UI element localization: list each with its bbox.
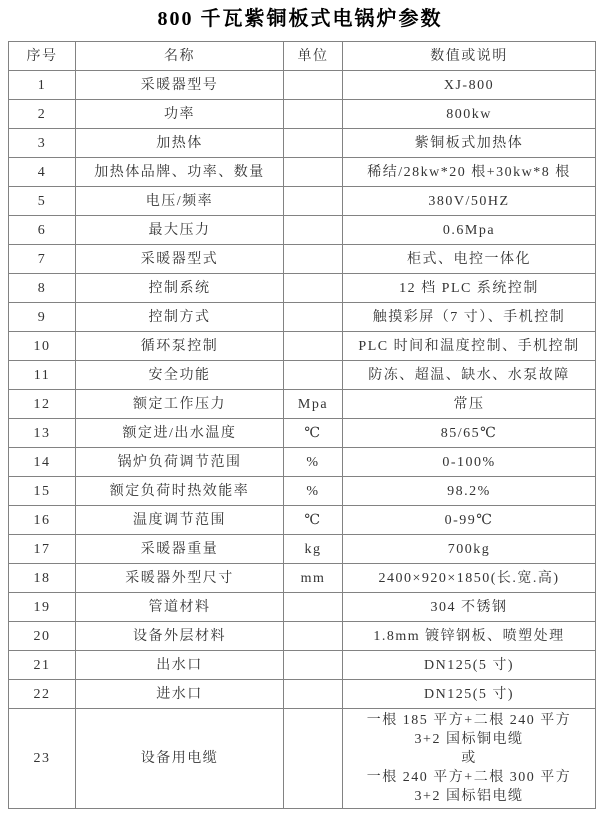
name-cell: 管道材料 [76,593,284,622]
unit-cell [284,622,343,651]
name-cell: 安全功能 [76,361,284,390]
value-cell: 12 档 PLC 系统控制 [343,274,596,303]
table-row [9,303,596,332]
name-cell: 额定负荷时热效能率 [76,477,284,506]
table-row [9,709,596,809]
value-cell: 0.6Mpa [343,216,596,245]
table-row [9,506,596,535]
unit-cell [284,245,343,274]
table-row [9,477,596,506]
unit-cell [284,216,343,245]
unit-cell [284,71,343,100]
header-name: 名称 [76,42,284,71]
table-row [9,216,596,245]
row-number-cell: 3 [9,129,76,158]
table-row [9,129,596,158]
value-cell: 98.2% [343,477,596,506]
name-cell: 温度调节范围 [76,506,284,535]
header-value: 数值或说明 [343,42,596,71]
unit-cell [284,361,343,390]
row-number-cell: 16 [9,506,76,535]
unit-cell [284,709,343,809]
value-cell: 304 不锈钢 [343,593,596,622]
row-number-cell: 6 [9,216,76,245]
row-number-cell: 5 [9,187,76,216]
unit-cell [284,332,343,361]
value-cell: 1.8mm 镀锌钢板、喷塑处理 [343,622,596,651]
row-number-cell: 23 [9,709,76,809]
row-number-cell: 7 [9,245,76,274]
table-row [9,680,596,709]
unit-cell: % [284,448,343,477]
unit-cell [284,129,343,158]
unit-cell: ℃ [284,419,343,448]
unit-cell: kg [284,535,343,564]
name-cell: 设备用电缆 [76,709,284,809]
table-row [9,419,596,448]
row-number-cell: 22 [9,680,76,709]
value-cell: 2400×920×1850(长.宽.高) [343,564,596,593]
row-number-cell: 14 [9,448,76,477]
name-cell: 功率 [76,100,284,129]
row-number-cell: 19 [9,593,76,622]
table-row [9,593,596,622]
unit-cell: ℃ [284,506,343,535]
name-cell: 最大压力 [76,216,284,245]
header-unit: 单位 [284,42,343,71]
value-cell: DN125(5 寸) [343,651,596,680]
table-row [9,158,596,187]
value-cell: 常压 [343,390,596,419]
value-cell: 0-99℃ [343,506,596,535]
unit-cell: Mpa [284,390,343,419]
table-row [9,564,596,593]
value-line: 一根 240 平方+二根 300 平方 [366,770,572,785]
value-line: 3+2 国标铜电缆 [414,732,524,747]
row-number-cell: 9 [9,303,76,332]
value-cell [343,709,596,809]
row-number-cell: 11 [9,361,76,390]
unit-cell [284,274,343,303]
name-cell: 加热体 [76,129,284,158]
unit-cell: % [284,477,343,506]
table-row [9,622,596,651]
row-number-cell: 21 [9,651,76,680]
table-row [9,274,596,303]
unit-cell [284,680,343,709]
name-cell: 电压/频率 [76,187,284,216]
unit-cell [284,158,343,187]
table-row [9,187,596,216]
name-cell: 采暖器重量 [76,535,284,564]
row-number-cell: 13 [9,419,76,448]
row-number-cell: 20 [9,622,76,651]
row-number-cell: 17 [9,535,76,564]
name-cell: 出水口 [76,651,284,680]
value-cell: 700kg [343,535,596,564]
value-cell: 380V/50HZ [343,187,596,216]
name-cell: 锅炉负荷调节范围 [76,448,284,477]
value-cell: 柜式、电控一体化 [343,245,596,274]
name-cell: 采暖器外型尺寸 [76,564,284,593]
row-number-cell: 4 [9,158,76,187]
name-cell: 控制系统 [76,274,284,303]
value-cell: 85/65℃ [343,419,596,448]
value-cell: PLC 时间和温度控制、手机控制 [343,332,596,361]
name-cell: 采暖器型式 [76,245,284,274]
table-row [9,651,596,680]
table-row [9,71,596,100]
table-row [9,332,596,361]
row-number-cell: 12 [9,390,76,419]
table-header-row [9,42,596,71]
value-cell: DN125(5 寸) [343,680,596,709]
name-cell: 采暖器型号 [76,71,284,100]
table-row [9,245,596,274]
parameters-table [8,41,596,809]
value-line: 3+2 国标铝电缆 [414,789,524,804]
name-cell: 循环泵控制 [76,332,284,361]
value-cell: 触摸彩屏（7 寸）、手机控制 [343,303,596,332]
table-row [9,100,596,129]
table-body [9,71,596,809]
name-cell: 加热体品牌、功率、数量 [76,158,284,187]
row-number-cell: 8 [9,274,76,303]
row-number-cell: 10 [9,332,76,361]
unit-cell [284,593,343,622]
name-cell: 额定工作压力 [76,390,284,419]
header-row-number: 序号 [9,42,76,71]
row-number-cell: 18 [9,564,76,593]
table-row [9,390,596,419]
unit-cell [284,651,343,680]
page-title: 800 千瓦紫铜板式电锅炉参数 [157,8,443,30]
value-cell: 800kw [343,100,596,129]
row-number-cell: 1 [9,71,76,100]
value-cell: XJ-800 [343,71,596,100]
table-row [9,361,596,390]
table-row [9,448,596,477]
value-line: 或 [461,751,477,766]
row-number-cell: 15 [9,477,76,506]
unit-cell [284,100,343,129]
table-row [9,535,596,564]
row-number-cell: 2 [9,100,76,129]
unit-cell [284,187,343,216]
name-cell: 额定进/出水温度 [76,419,284,448]
value-cell: 紫铜板式加热体 [343,129,596,158]
unit-cell: mm [284,564,343,593]
value-cell: 0-100% [343,448,596,477]
value-line: 一根 185 平方+二根 240 平方 [366,713,572,728]
name-cell: 进水口 [76,680,284,709]
value-cell: 防冻、超温、缺水、水泵故障 [343,361,596,390]
unit-cell [284,303,343,332]
name-cell: 控制方式 [76,303,284,332]
value-cell: 稀结/28kw*20 根+30kw*8 根 [343,158,596,187]
name-cell: 设备外层材料 [76,622,284,651]
